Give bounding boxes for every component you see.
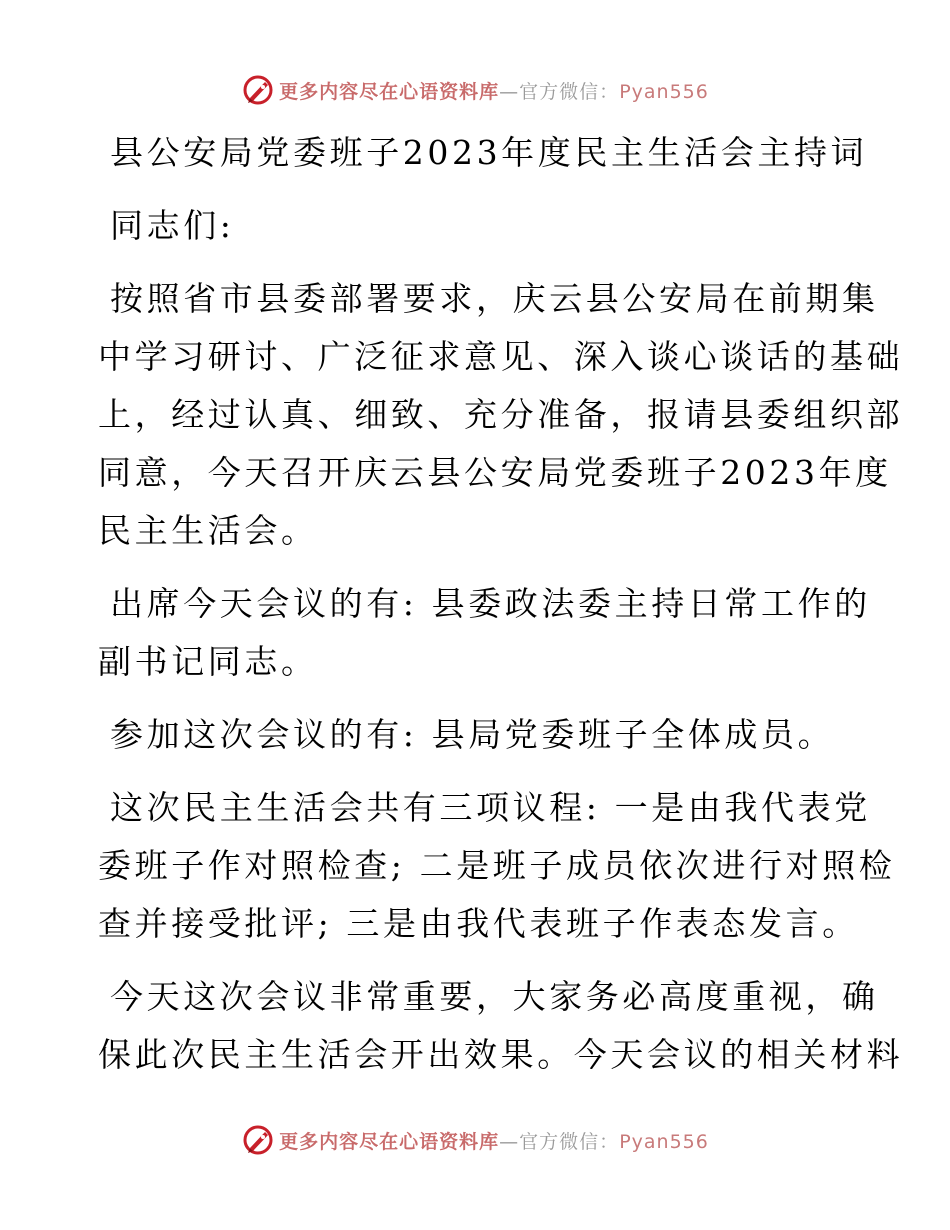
document-body <box>98 124 904 1084</box>
paragraph-line: 民主生活会。 <box>98 511 318 550</box>
paragraph-5 <box>98 968 904 1084</box>
watermark-dash: — <box>499 80 520 103</box>
paragraph-line: 上，经过认真、细致、充分准备，报请县委组织部 <box>98 395 904 434</box>
header-watermark <box>0 70 950 110</box>
watermark-wechat-label: 官方微信： <box>519 80 620 103</box>
watermark-wechat-id: Pyan556 <box>619 80 709 103</box>
paragraph-line: 参加这次会议的有: 县局党委班子全体成员。 <box>110 715 835 754</box>
paragraph-line: 今天这次会议非常重要，大家务必高度重视，确 <box>110 977 879 1016</box>
paragraph-1 <box>98 270 904 560</box>
watermark-library-name: 更多内容尽在心语资料库 <box>279 80 500 103</box>
paragraph-2 <box>98 575 871 691</box>
paragraph-line: 中学习研讨、广泛征求意见、深入谈心谈话的基础 <box>98 337 904 376</box>
paragraph-line: 保此次民主生活会开出效果。今天会议的相关材料 <box>98 1035 904 1074</box>
watermark-dash: — <box>499 1130 520 1153</box>
watermark-text <box>279 1127 709 1154</box>
watermark-wechat-label: 官方微信： <box>519 1130 620 1153</box>
pen-logo-icon <box>241 1123 275 1157</box>
footer-watermark <box>0 1120 950 1160</box>
paragraph-line: 这次民主生活会共有三项议程: 一是由我代表党 <box>110 788 871 827</box>
watermark-wechat-id: Pyan556 <box>619 1130 709 1153</box>
paragraph-line: 同意，今天召开庆云县公安局党委班子2023年度 <box>98 453 892 492</box>
greeting: 同志们: <box>110 206 235 245</box>
paragraph-4 <box>98 779 896 953</box>
paragraph-line: 按照省市县委部署要求，庆云县公安局在前期集 <box>110 279 879 318</box>
paragraph-line: 副书记同志。 <box>98 642 318 681</box>
paragraph-line: 委班子作对照检查; 二是班子成员依次进行对照检 <box>98 846 896 885</box>
watermark-text <box>279 77 709 104</box>
paragraph-3 <box>98 706 858 764</box>
watermark-library-name: 更多内容尽在心语资料库 <box>279 1130 500 1153</box>
pen-logo-icon <box>241 73 275 107</box>
paragraph-line: 出席今天会议的有: 县委政法委主持日常工作的 <box>110 584 871 623</box>
paragraph-line: 查并接受批评; 三是由我代表班子作表态发言。 <box>98 904 859 943</box>
document-title: 县公安局党委班子2023年度民主生活会主持词 <box>110 133 868 172</box>
